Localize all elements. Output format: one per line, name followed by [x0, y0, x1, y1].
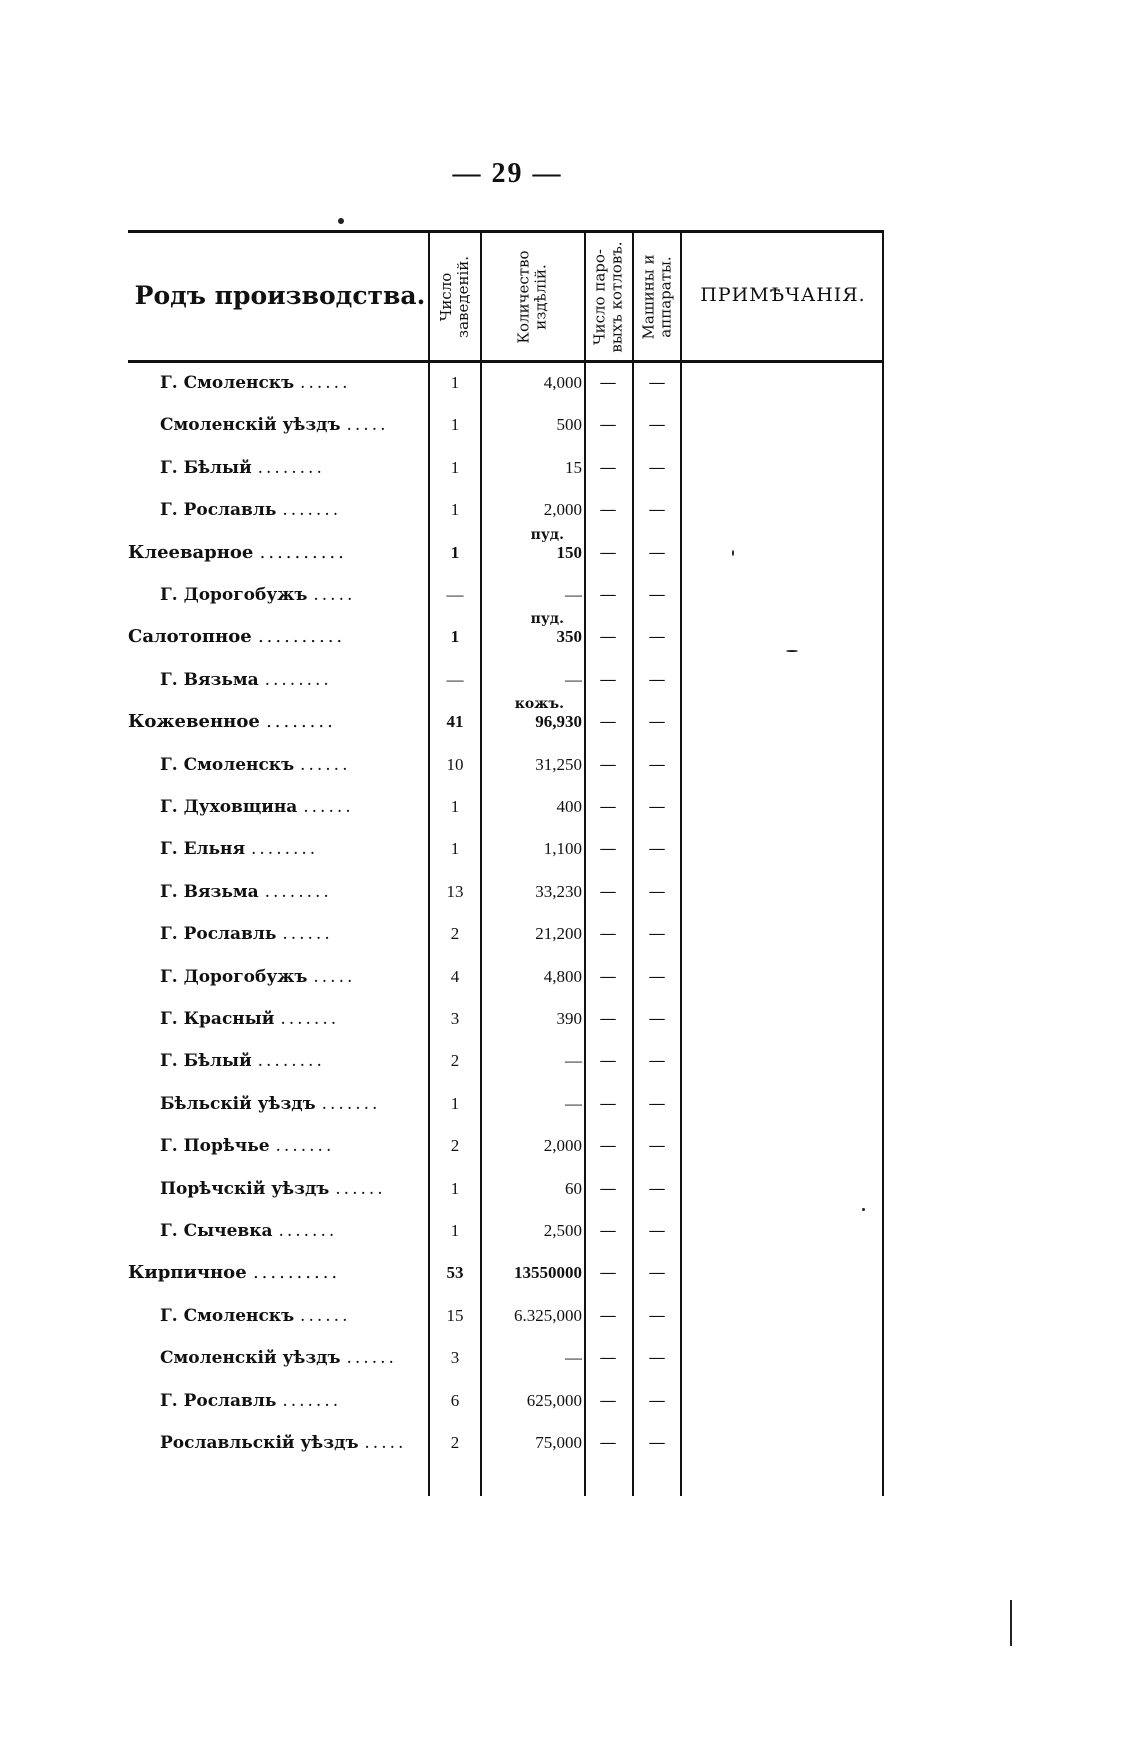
row-machines: — — [648, 1221, 666, 1241]
row-establishments: 13 — [446, 881, 464, 901]
row-quantity-value: — — [565, 1051, 582, 1071]
header-boilers-line1: Число паро- — [591, 249, 609, 345]
row-production-name — [128, 373, 423, 393]
row-quantity-value: 13550000 — [514, 1263, 582, 1283]
row-production-name — [128, 882, 423, 902]
row-boilers: — — [599, 1433, 617, 1453]
table-row — [128, 781, 884, 823]
row-production-name — [128, 542, 423, 563]
table-row — [128, 569, 884, 611]
row-establishments: 2 — [450, 1433, 460, 1452]
table-row — [128, 357, 884, 399]
row-boilers: — — [599, 839, 617, 860]
leader-dots: ........ — [264, 881, 332, 902]
row-production-name — [128, 670, 423, 690]
table-row — [128, 1247, 884, 1289]
row-quantity — [482, 415, 582, 435]
row-name-text: Бѣльскій уѣздъ — [160, 1093, 316, 1114]
table-row — [128, 1078, 884, 1120]
row-quantity-value: — — [565, 669, 582, 689]
production-table — [128, 230, 884, 1496]
row-quantity-value: 2,000 — [543, 500, 582, 520]
row-quantity-value: 4,000 — [543, 373, 582, 392]
row-production-name — [128, 755, 423, 775]
table-row — [128, 739, 884, 781]
page-number: — 29 — — [452, 158, 563, 189]
row-boilers: — — [599, 627, 617, 648]
row-machines: — — [648, 669, 666, 690]
row-quantity-value: 33,230 — [535, 881, 582, 901]
leader-dots: ..... — [313, 585, 356, 605]
row-establishments: 1 — [450, 797, 460, 816]
header-quantity — [482, 234, 584, 360]
row-quantity-value: 350 — [556, 627, 582, 647]
table-row — [128, 1163, 884, 1205]
leader-dots: ..... — [346, 415, 389, 436]
leader-dots: .......... — [259, 541, 347, 563]
row-quantity-value: — — [565, 1093, 582, 1113]
row-quantity-value: 15 — [565, 457, 582, 477]
row-machines: — — [648, 1136, 666, 1157]
row-quantity-value: 60 — [565, 1178, 582, 1198]
table-row — [128, 908, 884, 950]
table-row — [128, 823, 884, 865]
row-name-text: Г. Дорогобужъ — [160, 585, 308, 605]
row-quantity — [482, 611, 582, 647]
table-row — [128, 1290, 884, 1332]
row-quantity — [482, 696, 582, 732]
row-quantity — [482, 373, 582, 393]
row-production-name — [128, 1179, 423, 1199]
row-quantity — [482, 526, 582, 563]
row-name-text: Г. Рославль — [160, 500, 277, 521]
row-machines: — — [648, 627, 666, 648]
leader-dots: ....... — [321, 1093, 381, 1114]
row-quantity — [482, 1179, 582, 1199]
row-quantity — [482, 967, 582, 987]
header-establishments-line2: заведеній. — [454, 255, 472, 339]
row-establishments: 2 — [450, 1136, 460, 1156]
row-name-text: Г. Рославль — [160, 1390, 277, 1411]
row-machines: — — [648, 1348, 666, 1369]
row-production-name — [128, 924, 423, 944]
row-machines: — — [648, 1433, 666, 1453]
row-quantity — [482, 882, 582, 902]
row-boilers: — — [599, 457, 617, 478]
row-boilers: — — [599, 1348, 617, 1369]
table-row — [128, 1205, 884, 1247]
row-boilers: — — [599, 1178, 617, 1199]
leader-dots: .......... — [257, 626, 346, 648]
row-boilers: — — [599, 1221, 617, 1241]
row-production-name — [128, 1051, 423, 1071]
row-machines: — — [648, 1390, 666, 1411]
row-production-name — [128, 1348, 423, 1368]
leader-dots: ........ — [266, 711, 336, 733]
row-quantity-value: 625,000 — [526, 1390, 582, 1410]
row-production-name — [128, 967, 423, 987]
table-row — [128, 993, 884, 1035]
row-name-text: Г. Бѣлый — [160, 1051, 252, 1072]
row-production-name — [128, 1136, 423, 1156]
leader-dots: ...... — [346, 1348, 397, 1369]
row-machines: — — [648, 1305, 666, 1326]
table-row — [128, 484, 884, 526]
row-name-text: Г. Вязьма — [160, 669, 259, 690]
row-quantity-value: 150 — [556, 542, 582, 562]
header-quantity-line1: Количество — [514, 250, 533, 344]
header-production: Родъ производства. — [134, 280, 426, 310]
row-quantity-value: — — [565, 585, 582, 604]
table-row — [128, 951, 884, 993]
scan-speck — [338, 218, 344, 224]
row-production-name — [128, 1009, 423, 1029]
row-quantity — [482, 1051, 582, 1071]
row-quantity-unit: пуд. — [530, 611, 564, 628]
row-quantity-value: 400 — [556, 797, 582, 816]
row-boilers: — — [599, 669, 617, 690]
row-machines: — — [648, 457, 666, 478]
row-name-text: Рославльскій уѣздъ — [160, 1433, 359, 1453]
row-quantity — [482, 1433, 582, 1453]
row-machines: — — [648, 415, 666, 436]
header-machines-line1: Машины и — [639, 254, 658, 340]
row-quantity-value: 2,000 — [543, 1136, 582, 1156]
row-establishments: 1 — [450, 500, 460, 520]
row-boilers: — — [599, 542, 617, 563]
leader-dots: ...... — [335, 1178, 386, 1199]
table-row — [128, 1120, 884, 1162]
row-machines: — — [648, 373, 666, 393]
row-production-name — [128, 1433, 423, 1453]
row-establishments: 53 — [446, 1263, 464, 1283]
row-name-text: Г. Смоленскъ — [160, 1305, 295, 1326]
row-machines: — — [648, 839, 666, 860]
scan-speck — [786, 650, 798, 652]
row-quantity — [482, 1391, 582, 1411]
row-establishments: 2 — [450, 924, 460, 944]
row-name-text: Г. Бѣлый — [160, 457, 252, 478]
leader-dots: ........ — [264, 669, 332, 690]
row-establishments: 1 — [450, 839, 460, 859]
header-machines-line2: аппараты. — [656, 256, 675, 338]
row-quantity — [482, 1263, 582, 1283]
header-boilers-line2: выхъ котловъ. — [608, 241, 626, 353]
row-quantity-value: 500 — [556, 415, 582, 435]
row-establishments: 2 — [450, 1051, 460, 1071]
row-quantity-value: 96,930 — [535, 712, 582, 732]
row-boilers: — — [599, 373, 617, 393]
row-production-name — [128, 1306, 423, 1326]
row-name-text: Клееварное — [128, 541, 254, 563]
row-machines: — — [648, 500, 666, 521]
row-boilers: — — [599, 1305, 617, 1326]
row-boilers: — — [599, 754, 617, 775]
row-quantity — [482, 839, 582, 859]
table-row — [128, 399, 884, 441]
leader-dots: ........ — [257, 1051, 325, 1072]
header-boilers — [586, 234, 632, 360]
row-production-name — [128, 711, 423, 732]
row-boilers: — — [599, 924, 617, 945]
row-name-text: Смоленскій уѣздъ — [160, 1348, 341, 1369]
row-machines: — — [648, 754, 666, 775]
table-row — [128, 1332, 884, 1374]
row-machines: — — [648, 1178, 666, 1199]
leader-dots: ...... — [300, 373, 351, 393]
row-boilers: — — [599, 712, 617, 733]
row-quantity-value: 21,200 — [535, 924, 582, 944]
table-row — [128, 654, 884, 696]
row-quantity-value: 6.325,000 — [514, 1305, 582, 1325]
row-establishments: 6 — [450, 1390, 460, 1410]
row-quantity — [482, 585, 582, 605]
leader-dots: ..... — [364, 1433, 407, 1453]
row-name-text: Г. Вязьма — [160, 881, 259, 902]
row-quantity-value: — — [565, 1348, 582, 1368]
row-boilers: — — [599, 881, 617, 902]
table-row — [128, 866, 884, 908]
row-quantity — [482, 1306, 582, 1326]
row-quantity — [482, 670, 582, 690]
row-name-text: Кирпичное — [128, 1262, 247, 1284]
scan-speck — [732, 550, 734, 556]
row-name-text: Кожевенное — [128, 711, 260, 733]
table-row — [128, 527, 884, 569]
leader-dots: .......... — [252, 1262, 341, 1284]
row-boilers: — — [599, 500, 617, 521]
header-quantity-line2: издѣлій. — [531, 264, 550, 330]
row-quantity — [482, 755, 582, 775]
row-name-text: Г. Смоленскъ — [160, 373, 295, 393]
row-establishments: 15 — [446, 1305, 464, 1325]
row-establishments: 3 — [450, 1348, 460, 1368]
row-boilers: — — [599, 1390, 617, 1411]
row-quantity-value: 31,250 — [535, 754, 582, 774]
row-quantity — [482, 924, 582, 944]
row-production-name — [128, 839, 423, 859]
row-establishments: 1 — [450, 373, 460, 392]
row-establishments: 3 — [450, 1009, 460, 1028]
row-machines: — — [648, 1051, 666, 1072]
leader-dots: ...... — [303, 797, 354, 817]
row-name-text: Г. Дорогобужъ — [160, 966, 308, 987]
header-establishments — [430, 234, 480, 360]
row-production-name — [128, 585, 423, 605]
row-production-name — [128, 797, 423, 817]
leader-dots: ........ — [257, 457, 325, 478]
row-machines: — — [648, 712, 666, 733]
row-quantity — [482, 1348, 582, 1368]
row-establishments: — — [446, 669, 464, 689]
row-quantity — [482, 1094, 582, 1114]
row-boilers: — — [599, 1051, 617, 1072]
table-row — [128, 696, 884, 738]
row-boilers: — — [599, 966, 617, 987]
leader-dots: ....... — [280, 1009, 340, 1029]
row-quantity-value: 75,000 — [535, 1433, 582, 1452]
row-establishments: 1 — [450, 1093, 460, 1113]
scan-speck — [862, 1208, 865, 1211]
row-name-text: Г. Красный — [160, 1009, 275, 1029]
row-quantity-unit: кожъ. — [514, 696, 564, 713]
row-boilers: — — [599, 1263, 617, 1284]
row-production-name — [128, 1262, 423, 1283]
leader-dots: ...... — [282, 924, 333, 945]
row-name-text: Г. Духовщина — [160, 797, 298, 817]
row-name-text: Г. Порѣчье — [160, 1136, 270, 1157]
table-row — [128, 1417, 884, 1459]
row-quantity — [482, 1009, 582, 1029]
leader-dots: ....... — [275, 1136, 335, 1157]
leader-dots: ........ — [250, 839, 319, 860]
row-production-name — [128, 1391, 423, 1411]
leader-dots: ....... — [278, 1221, 338, 1241]
row-machines: — — [648, 1009, 666, 1029]
header-machines — [634, 234, 680, 360]
row-name-text: Г. Ельня — [160, 839, 246, 860]
leader-dots: ...... — [300, 1305, 351, 1326]
row-boilers: — — [599, 1093, 617, 1114]
row-name-text: Салотопное — [128, 626, 252, 648]
row-quantity-value: 2,500 — [543, 1221, 582, 1240]
row-machines: — — [648, 966, 666, 987]
row-quantity-value: 1,100 — [543, 839, 582, 859]
row-quantity — [482, 458, 582, 478]
row-boilers: — — [599, 585, 617, 605]
row-machines: — — [648, 542, 666, 563]
row-production-name — [128, 458, 423, 478]
row-machines: — — [648, 797, 666, 817]
row-boilers: — — [599, 1136, 617, 1157]
row-production-name — [128, 626, 423, 647]
row-name-text: Порѣчскій уѣздъ — [160, 1178, 330, 1199]
row-quantity — [482, 1221, 582, 1241]
row-machines: — — [648, 881, 666, 902]
table-row — [128, 442, 884, 484]
row-name-text: Г. Сычевка — [160, 1221, 273, 1241]
row-boilers: — — [599, 415, 617, 436]
row-quantity — [482, 500, 582, 520]
row-name-text: Смоленскій уѣздъ — [160, 415, 341, 436]
table-row — [128, 611, 884, 653]
leader-dots: ...... — [300, 754, 351, 775]
row-quantity — [482, 797, 582, 817]
row-establishments: 1 — [450, 1221, 460, 1240]
row-name-text: Г. Рославль — [160, 924, 277, 945]
header-notes: ПРИМѢЧАНІЯ. — [700, 284, 866, 306]
row-establishments: 4 — [450, 966, 460, 986]
row-production-name — [128, 500, 423, 520]
leader-dots: ....... — [282, 500, 342, 521]
table-row — [128, 1035, 884, 1077]
row-name-text: Г. Смоленскъ — [160, 754, 295, 775]
row-production-name — [128, 1221, 423, 1241]
row-production-name — [128, 415, 423, 435]
row-establishments: 10 — [446, 754, 464, 774]
leader-dots: ....... — [282, 1390, 342, 1411]
table-row — [128, 1375, 884, 1417]
row-boilers: — — [599, 1009, 617, 1029]
row-quantity — [482, 1136, 582, 1156]
scan-speck — [1010, 1600, 1012, 1646]
header-establishments-line1: Число — [437, 272, 455, 322]
row-establishments: 1 — [450, 627, 460, 647]
row-machines: — — [648, 924, 666, 945]
row-establishments: — — [446, 585, 464, 604]
row-production-name — [128, 1094, 423, 1114]
row-establishments: 1 — [450, 457, 460, 477]
row-establishments: 1 — [450, 542, 460, 562]
leader-dots: ..... — [313, 966, 356, 987]
row-establishments: 1 — [450, 1178, 460, 1198]
row-machines: — — [648, 1093, 666, 1114]
row-machines: — — [648, 1263, 666, 1284]
row-quantity-unit: пуд. — [530, 526, 564, 543]
row-quantity-value: 390 — [556, 1009, 582, 1028]
row-quantity-value: 4,800 — [543, 966, 582, 986]
row-machines: — — [648, 585, 666, 605]
row-boilers: — — [599, 797, 617, 817]
row-establishments: 41 — [446, 712, 464, 732]
row-establishments: 1 — [450, 415, 460, 435]
